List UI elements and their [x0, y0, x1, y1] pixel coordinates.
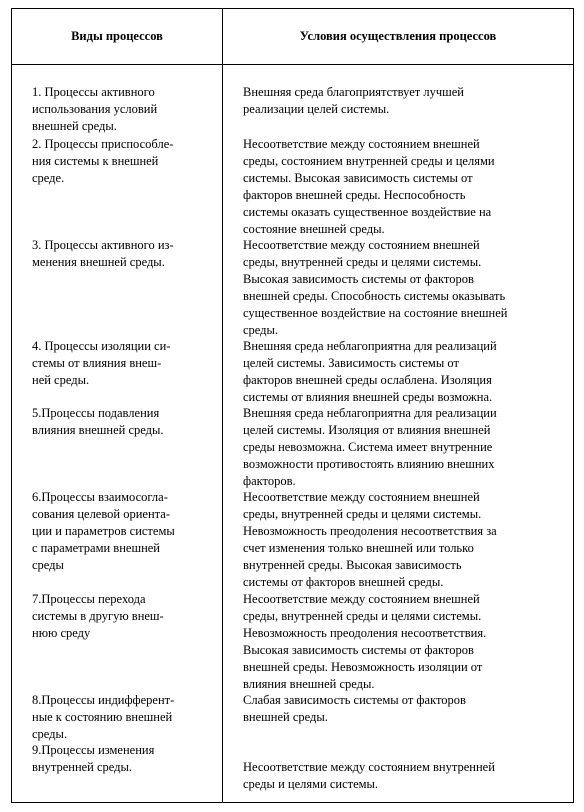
column-divider — [222, 9, 223, 802]
process-type-cell: 5.Процессы подавления влияния внешней среды. — [32, 406, 164, 437]
process-condition-cell: Несоответствие между состоянием внешней среды, внутренней среды и целями системы. Высокая зависимость системы от факторов внешней среды. Способность системы оказывать существенное воздействие на состояние внешней среды. — [243, 238, 508, 337]
process-table — [11, 8, 574, 803]
process-condition-cell: Несоответствие между состоянием внутренней среды и целями системы. — [243, 759, 495, 791]
process-type-cell: 1. Процессы активного использования условий внешней среды. — [32, 85, 158, 133]
process-condition-cell: Слабая зависимость системы от факторов внешней среды. — [243, 693, 466, 724]
process-condition-cell: Внешняя среда благоприятствует лучшей реализации целей системы. — [243, 85, 464, 116]
header-process-types: Виды процессов — [71, 29, 163, 43]
process-type-cell: 2. Процессы приспособле- ния системы к внешней среде. — [32, 137, 174, 185]
process-condition-cell: Внешняя среда неблагоприятна для реализаций целей системы. Зависимость системы от факторов внешней среды ослаблена. Изоляция системы от влияния внешней среды возможна. — [243, 339, 497, 404]
process-type-cell: 7.Процессы перехода системы в другую внеш- нюю среду — [32, 592, 164, 640]
process-type-cell: 8.Процессы индифферент- ные к состоянию внешней среды. — [32, 693, 175, 741]
process-type-cell: 3. Процессы активного из- менения внешней среды. — [32, 238, 174, 269]
process-type-cell: 9.Процессы изменения внутренней среды. — [32, 743, 155, 774]
process-type-cell: 6.Процессы взаимосогла- сования целевой ориента- ции и параметров системы с параметрами внешней среды — [32, 490, 175, 572]
table-header — [12, 9, 573, 65]
header-process-conditions: Условия осуществления процессов — [299, 29, 497, 43]
process-condition-cell: Несоответствие между состоянием внешней среды, внутренней среды и целями системы. Невозможность преодоления несоответствия. Высокая зависимость системы от факторов внешней среды. Невозможность изоляции от влияния внешней среды. — [243, 592, 487, 691]
process-condition-cell: Несоответствие между состоянием внешней среды, внутренней среды и целями системы. Невозможность преодоления несоответствия за счет изменения только внешней или только внутренней среды. Высокая зависимость системы от факторов внешней среды. — [243, 490, 497, 589]
process-condition-cell: Внешняя среда неблагоприятна для реализации целей системы. Изоляция от влияния внешней среды невозможна. Система имеет внутренние возможности противостоять влиянию внешних факторов. — [243, 406, 497, 488]
process-condition-cell: Несоответствие между состоянием внешней среды, состоянием внутренней среды и целями системы. Высокая зависимость системы от факторов внешней среды. Неспособность системы оказать существенное воздействие на состояние внешней среды. — [243, 137, 495, 236]
process-type-cell: 4. Процессы изоляции си- стемы от влияния внеш- ней среды. — [32, 339, 171, 387]
